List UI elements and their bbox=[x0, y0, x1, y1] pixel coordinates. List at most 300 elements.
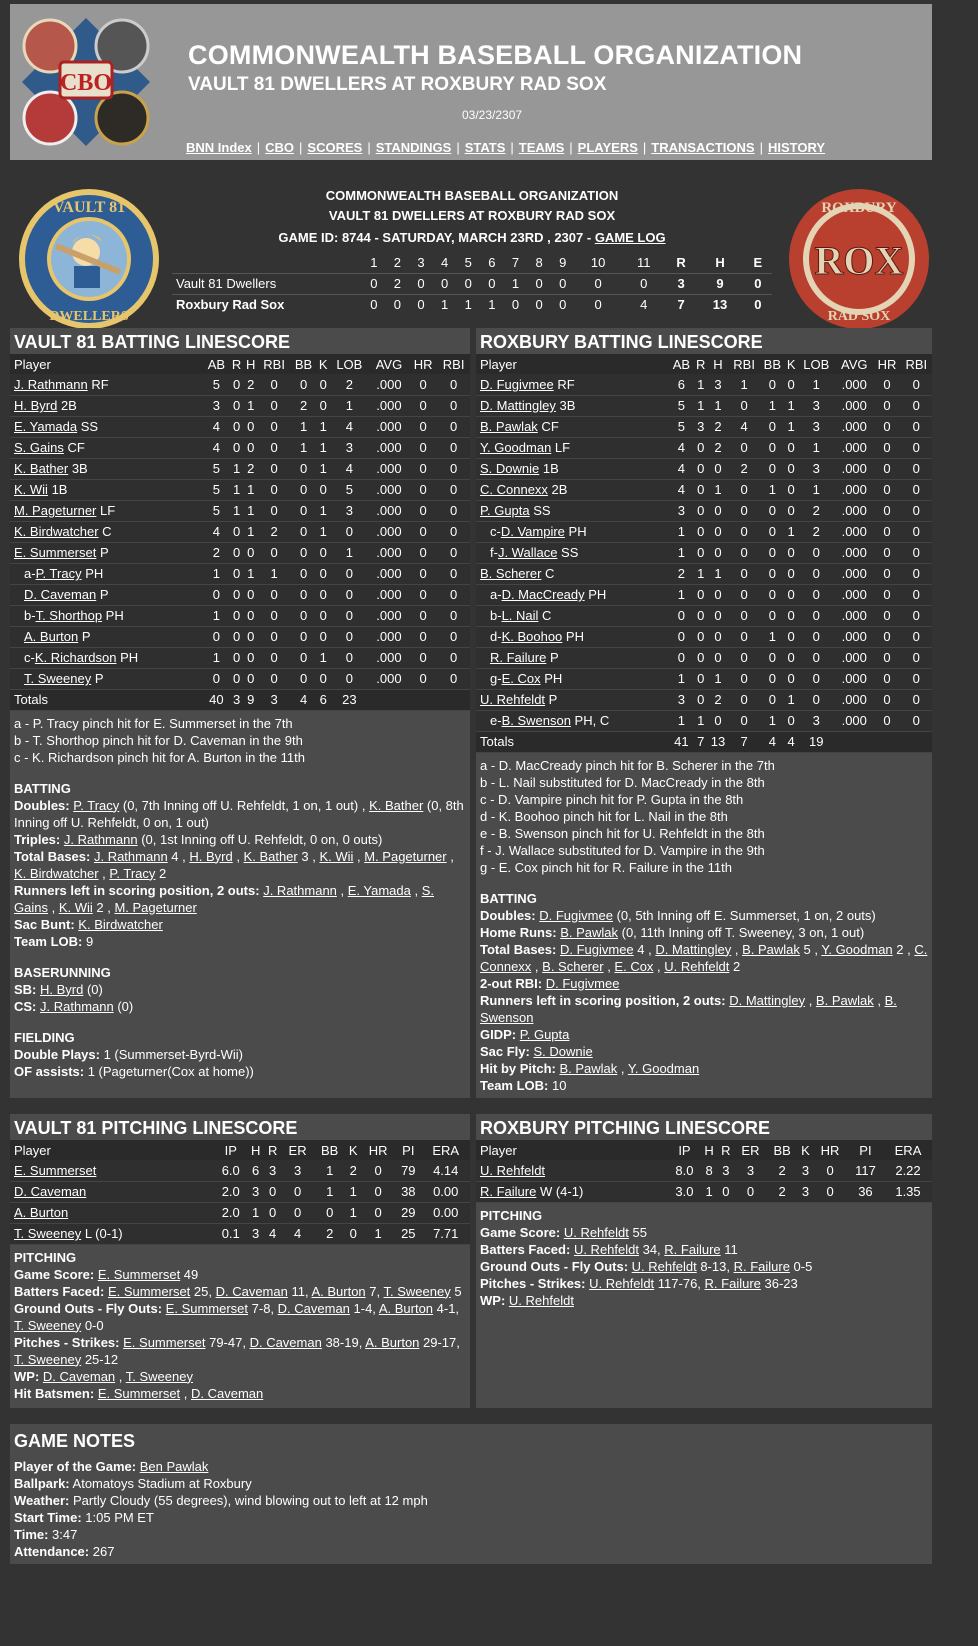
nav-link[interactable]: PLAYERS bbox=[577, 140, 638, 155]
cbo-logo-icon[interactable] bbox=[16, 12, 156, 152]
nav-link[interactable]: HISTORY bbox=[767, 140, 826, 155]
svg-text:CBO: CBO bbox=[59, 70, 113, 96]
player-link[interactable]: T. Sweeney bbox=[14, 1317, 82, 1333]
player-link[interactable]: U. Rehfeldt bbox=[631, 1258, 697, 1274]
player-link[interactable]: Y. Goodman bbox=[480, 440, 552, 455]
stat-cell: 1 bbox=[317, 521, 330, 542]
player-cell: a-D. MacCready PH bbox=[476, 584, 669, 605]
player-link[interactable]: E. Summerset bbox=[14, 545, 97, 560]
inning-header: 5 bbox=[456, 252, 480, 273]
player-link[interactable]: U. Rehfeldt bbox=[508, 1292, 574, 1308]
player-link[interactable]: R. Failure bbox=[664, 1241, 721, 1257]
stat-cell: 0 bbox=[694, 479, 708, 500]
player-link[interactable]: L. Nail bbox=[501, 608, 539, 623]
player-link[interactable]: D. Caveman bbox=[42, 1368, 116, 1384]
stat-cell: 1 bbox=[330, 395, 369, 416]
stat-cell: 1 bbox=[229, 479, 243, 500]
stat-cell: 0 bbox=[873, 605, 900, 626]
stat-cell: 3 bbox=[694, 416, 708, 437]
player-link[interactable]: K. Birdwatcher bbox=[78, 916, 163, 932]
stat-cell: 0 bbox=[317, 479, 330, 500]
stat-cell: .000 bbox=[369, 437, 409, 458]
player-link[interactable]: K. Wii bbox=[14, 482, 48, 497]
player-cell: M. Pageturner LF bbox=[10, 500, 203, 521]
stat-cell: 2.22 bbox=[884, 1160, 932, 1181]
nav-separator: | bbox=[569, 140, 573, 155]
stat-cell: 4 bbox=[728, 416, 759, 437]
stat-cell: 0 bbox=[258, 647, 291, 668]
team-name: Vault 81 Dwellers bbox=[172, 273, 362, 294]
stat-cell: 0 bbox=[669, 605, 694, 626]
stat-cell: 3 bbox=[797, 710, 835, 731]
player-link[interactable]: D. Fugivmee bbox=[539, 907, 613, 923]
totals-cell: 6 bbox=[317, 689, 330, 710]
stat-cell: 1 bbox=[785, 521, 798, 542]
player-link[interactable]: E. Cox bbox=[614, 958, 654, 974]
nav-link[interactable]: BNN Index bbox=[186, 140, 252, 155]
stat-cell: 0 bbox=[728, 605, 759, 626]
player-link[interactable]: E. Yamada bbox=[14, 419, 78, 434]
player-link[interactable]: K. Richardson bbox=[34, 650, 117, 665]
nav-link[interactable]: STATS bbox=[464, 140, 506, 155]
nav-separator: | bbox=[510, 140, 514, 155]
player-link[interactable]: B. Pawlak bbox=[560, 924, 618, 940]
stat-cell: 0 bbox=[785, 668, 798, 689]
stat-cell: 0 bbox=[728, 542, 759, 563]
stat-cell: .000 bbox=[835, 500, 873, 521]
stat-cell: 0 bbox=[901, 647, 932, 668]
stat-cell: .000 bbox=[835, 542, 873, 563]
player-row bbox=[10, 521, 470, 542]
inning-header: R bbox=[666, 252, 697, 273]
column-header: RBI bbox=[728, 354, 759, 374]
player-link[interactable]: B. Swenson bbox=[480, 992, 897, 1025]
player-link[interactable]: P. Tracy bbox=[109, 865, 156, 881]
stat-cell: 0 bbox=[281, 1202, 314, 1223]
player-link[interactable]: A. Burton bbox=[378, 1300, 434, 1316]
player-link[interactable]: D. Caveman bbox=[14, 1184, 87, 1199]
inning-header: 11 bbox=[622, 252, 666, 273]
player-link[interactable]: A. Burton bbox=[311, 1283, 366, 1299]
totals-cell bbox=[873, 731, 900, 752]
stat-cell: 5 bbox=[203, 479, 229, 500]
stat-cell: 5 bbox=[330, 479, 369, 500]
stat-cell: 0 bbox=[409, 437, 437, 458]
player-link[interactable]: P. Gupta bbox=[519, 1026, 570, 1042]
player-link[interactable]: D. Caveman bbox=[24, 587, 97, 602]
stat-cell: 2 bbox=[290, 395, 316, 416]
player-link[interactable]: B. Pawlak bbox=[742, 941, 800, 957]
stat-cell: 0 bbox=[317, 563, 330, 584]
stat-cell: 0 bbox=[901, 521, 932, 542]
inning-score: 9 bbox=[696, 273, 743, 294]
stat-cell: 0 bbox=[797, 647, 835, 668]
inning-score: 13 bbox=[712, 297, 728, 313]
stat-cell: 2 bbox=[203, 542, 229, 563]
nav-link[interactable]: CBO bbox=[265, 140, 295, 155]
stat-cell: .000 bbox=[835, 584, 873, 605]
stat-cell: 1 bbox=[669, 584, 694, 605]
player-link[interactable]: E. Summerset bbox=[97, 1385, 181, 1401]
player-cell: H. Byrd 2B bbox=[10, 395, 203, 416]
stat-cell: 3 bbox=[797, 416, 835, 437]
stat-cell: 0 bbox=[314, 1202, 345, 1223]
stat-cell: 6 bbox=[669, 374, 694, 395]
column-header: H bbox=[707, 354, 728, 374]
stat-cell: 0 bbox=[290, 521, 316, 542]
stat-cell: 0 bbox=[317, 542, 330, 563]
player-link[interactable]: M. Pageturner bbox=[114, 899, 197, 915]
stat-cell: 0 bbox=[873, 521, 900, 542]
pitcher-cell bbox=[10, 1202, 214, 1223]
stat-cell: .000 bbox=[369, 668, 409, 689]
inning-score: 0 bbox=[535, 297, 543, 313]
inning-score: 0 bbox=[622, 273, 666, 294]
stat-cell: 3 bbox=[330, 437, 369, 458]
player-row bbox=[476, 563, 932, 584]
player-link[interactable]: B. Pawlak bbox=[815, 992, 874, 1008]
nav-link[interactable]: TEAMS bbox=[518, 140, 565, 155]
column-header: AB bbox=[203, 354, 229, 374]
stat-cell: 3 bbox=[798, 1181, 814, 1202]
column-header: HR bbox=[361, 1140, 395, 1160]
nav-link[interactable]: SCORES bbox=[307, 140, 363, 155]
player-link[interactable]: J. Rathmann bbox=[40, 998, 114, 1014]
player-link[interactable]: S. Downie bbox=[533, 1043, 593, 1059]
player-link[interactable]: K. Wii bbox=[319, 848, 354, 864]
stat-cell: 0 bbox=[258, 605, 291, 626]
inning-score: 0 bbox=[574, 273, 621, 294]
player-link[interactable]: A. Burton bbox=[14, 1205, 69, 1220]
player-cell: d-K. Boohoo PH bbox=[476, 626, 669, 647]
stat-cell: 0 bbox=[728, 563, 759, 584]
player-row bbox=[10, 542, 470, 563]
player-link[interactable]: D. Caveman bbox=[215, 1283, 288, 1299]
substitution-note: c - D. Vampire pinch hit for P. Gupta in the 8th bbox=[480, 791, 744, 807]
stat-cell: 4 bbox=[330, 416, 369, 437]
game-log-link[interactable]: GAME LOG bbox=[594, 230, 666, 245]
stat-cell: 0 bbox=[290, 374, 316, 395]
pitcher-row bbox=[10, 1223, 470, 1244]
player-row bbox=[10, 626, 470, 647]
inning-header: 8 bbox=[527, 252, 551, 273]
stat-cell: 1.35 bbox=[884, 1181, 932, 1202]
stat-cell: 0 bbox=[873, 395, 900, 416]
player-link[interactable]: K. Birdwatcher bbox=[14, 865, 99, 881]
player-link[interactable]: D. MacCready bbox=[501, 587, 585, 602]
stat-cell: 8.0 bbox=[668, 1160, 700, 1181]
player-link[interactable]: Y. Goodman bbox=[821, 941, 893, 957]
inning-score: 0 bbox=[551, 273, 575, 294]
nav-separator: | bbox=[299, 140, 303, 155]
player-link[interactable]: S. Gains bbox=[14, 882, 435, 915]
player-link[interactable]: B. Pawlak bbox=[559, 1060, 618, 1076]
stat-cell: 6.0 bbox=[214, 1160, 247, 1181]
inning-score: 3 bbox=[666, 273, 697, 294]
player-link[interactable]: M. Pageturner bbox=[14, 503, 97, 518]
away-pitching-notes: PITCHING Game Score: E. Summerset 49 Batters Faced: E. Summerset 25, D. Caveman 11, A. Burton 7, T. Sweeney 5 Ground Outs - Fly Outs: E. Summerset 7-8, D. Caveman 1-4, A. Burton 4-1, T. Sweeney 0-0 Pitches - Strikes: E. Summerset 79-47, D. Caveman 38-19, A. Burton 29-17, T. Sweeney 25-12 WP: D. Caveman , T. Sweeney Hit Batsmen: E. Summerset , D. Caveman bbox=[14, 1249, 462, 1401]
stat-cell: 1 bbox=[317, 458, 330, 479]
player-link[interactable]: U. Rehfeldt bbox=[664, 958, 730, 974]
stat-cell: 0 bbox=[258, 584, 291, 605]
player-link[interactable]: H. Byrd bbox=[14, 398, 58, 413]
player-cell: Y. Goodman LF bbox=[476, 437, 669, 458]
stat-cell: 2 bbox=[244, 374, 258, 395]
player-link[interactable]: R. Failure bbox=[480, 1184, 537, 1199]
linescore-org: COMMONWEALTH BASEBALL ORGANIZATION bbox=[325, 188, 619, 203]
player-row bbox=[10, 437, 470, 458]
stat-cell: 0 bbox=[760, 521, 785, 542]
stat-cell: 0 bbox=[694, 668, 708, 689]
player-link[interactable]: H. Byrd bbox=[40, 981, 84, 997]
player-link[interactable]: R. Failure bbox=[704, 1275, 761, 1291]
player-row bbox=[10, 416, 470, 437]
stat-cell: 1 bbox=[229, 500, 243, 521]
player-link[interactable]: D. Fugivmee bbox=[559, 941, 634, 957]
player-link[interactable]: D. Caveman bbox=[249, 1334, 322, 1350]
nav-link[interactable]: TRANSACTIONS bbox=[651, 140, 755, 155]
totals-cell bbox=[437, 689, 470, 710]
player-link[interactable]: H. Byrd bbox=[189, 848, 233, 864]
player-row bbox=[476, 542, 932, 563]
player-row bbox=[10, 563, 470, 584]
player-link[interactable]: P. Tracy bbox=[35, 566, 82, 581]
stat-cell: 0 bbox=[785, 479, 798, 500]
player-link[interactable]: K. Birdwatcher bbox=[14, 524, 99, 539]
player-link[interactable]: Y. Goodman bbox=[627, 1060, 700, 1076]
stat-cell: 0 bbox=[728, 584, 759, 605]
stat-cell: 0 bbox=[409, 542, 437, 563]
player-link[interactable]: A. Burton bbox=[24, 629, 79, 644]
inning-header: 6 bbox=[480, 252, 504, 273]
player-link[interactable]: J. Rathmann bbox=[263, 882, 337, 898]
player-link[interactable]: S. Gains bbox=[14, 440, 64, 455]
totals-cell bbox=[901, 731, 932, 752]
stat-cell: 1 bbox=[797, 479, 835, 500]
stat-cell: 0 bbox=[264, 1202, 281, 1223]
stat-cell: 0 bbox=[728, 710, 759, 731]
stat-cell: 1 bbox=[669, 668, 694, 689]
stat-cell: 1 bbox=[694, 395, 708, 416]
stat-cell: 0 bbox=[409, 605, 437, 626]
stat-cell: 0 bbox=[317, 584, 330, 605]
svg-text:ROXBURY: ROXBURY bbox=[821, 200, 897, 216]
player-link[interactable]: P. Tracy bbox=[73, 797, 120, 813]
player-link[interactable]: B. Scherer bbox=[480, 566, 542, 581]
weather: Weather: Partly Cloudy (55 degrees), wind blowing out to left at 12 mph bbox=[14, 1493, 428, 1508]
player-link[interactable]: E. Summerset bbox=[107, 1283, 191, 1299]
stat-cell: 0 bbox=[244, 605, 258, 626]
totals-row bbox=[10, 689, 470, 710]
nav-separator: | bbox=[759, 140, 763, 155]
ballpark: Ballpark: Atomatoys Stadium at Roxbury bbox=[14, 1476, 252, 1491]
player-link[interactable]: B. Scherer bbox=[542, 958, 604, 974]
stat-cell: 0.00 bbox=[421, 1202, 470, 1223]
player-link[interactable]: U. Rehfeldt bbox=[563, 1224, 629, 1240]
player-link[interactable]: Ben Pawlak bbox=[139, 1459, 209, 1474]
stat-cell: 3 bbox=[247, 1181, 264, 1202]
player-link[interactable]: E. Summerset bbox=[165, 1300, 249, 1316]
player-link[interactable]: S. Downie bbox=[480, 461, 540, 476]
column-header: RBI bbox=[437, 354, 470, 374]
stat-cell: .000 bbox=[835, 416, 873, 437]
stat-cell: 3 bbox=[203, 395, 229, 416]
player-row bbox=[476, 647, 932, 668]
stat-cell: 0 bbox=[437, 584, 470, 605]
stat-cell: 0 bbox=[244, 416, 258, 437]
player-link[interactable]: E. Summerset bbox=[14, 1162, 97, 1178]
stat-cell: .000 bbox=[369, 500, 409, 521]
stat-cell: 2 bbox=[258, 521, 291, 542]
player-link[interactable]: D. Caveman bbox=[191, 1385, 264, 1401]
player-link[interactable]: T. Shorthop bbox=[35, 608, 103, 623]
player-link[interactable]: E. Yamada bbox=[347, 882, 411, 898]
stat-cell: 0 bbox=[437, 437, 470, 458]
stat-cell: 5 bbox=[669, 416, 694, 437]
player-link[interactable]: U. Rehfeldt bbox=[480, 692, 546, 707]
player-link[interactable]: P. Gupta bbox=[480, 503, 530, 518]
column-header: ERA bbox=[421, 1140, 470, 1160]
player-link[interactable]: D. Fugivmee bbox=[480, 376, 554, 392]
start-time: Start Time: 1:05 PM ET bbox=[14, 1510, 154, 1525]
player-link[interactable]: M. Pageturner bbox=[364, 848, 447, 864]
column-header: PI bbox=[847, 1140, 884, 1160]
player-link[interactable]: J. Rathmann bbox=[93, 848, 168, 864]
totals-cell: 7 bbox=[728, 731, 759, 752]
player-link[interactable]: B. Swenson bbox=[501, 713, 571, 728]
player-row bbox=[10, 584, 470, 605]
stat-cell: 0 bbox=[797, 584, 835, 605]
stat-cell: 0 bbox=[760, 437, 785, 458]
player-link[interactable]: D. Vampire bbox=[500, 524, 565, 539]
player-link[interactable]: T. Sweeney bbox=[14, 1226, 82, 1241]
column-header: R bbox=[229, 354, 243, 374]
stat-cell: 6 bbox=[247, 1160, 264, 1181]
totals-cell: 4 bbox=[290, 689, 316, 710]
player-link[interactable]: D. Caveman bbox=[277, 1300, 350, 1316]
pitcher-cell: R. Failure W (4-1) bbox=[476, 1181, 668, 1202]
stat-cell: 0 bbox=[873, 479, 900, 500]
stat-cell: 3 bbox=[247, 1223, 264, 1244]
player-link[interactable]: E. Summerset bbox=[97, 1266, 181, 1282]
stat-cell: 1 bbox=[785, 395, 798, 416]
stat-cell: .000 bbox=[369, 374, 409, 395]
stat-cell: 0 bbox=[785, 626, 798, 647]
player-cell: E. Yamada SS bbox=[10, 416, 203, 437]
player-link[interactable]: J. Rathmann bbox=[63, 831, 138, 847]
stat-cell: 0 bbox=[229, 542, 243, 563]
stat-cell: 0 bbox=[797, 626, 835, 647]
nav-link[interactable]: STANDINGS bbox=[375, 140, 452, 155]
player-link[interactable]: D. Mattingley bbox=[655, 941, 732, 957]
inning-score: 0 bbox=[527, 273, 551, 294]
stat-cell: 0 bbox=[707, 605, 728, 626]
player-link[interactable]: D. Mattingley bbox=[729, 992, 806, 1008]
stat-cell: 0 bbox=[258, 458, 291, 479]
stat-cell: 1 bbox=[203, 605, 229, 626]
stat-cell: 0 bbox=[229, 584, 243, 605]
player-link[interactable]: J. Wallace bbox=[497, 545, 558, 560]
column-header: IP bbox=[214, 1140, 247, 1160]
player-link[interactable]: K. Bather bbox=[369, 797, 424, 813]
player-link[interactable]: T. Sweeney bbox=[383, 1283, 451, 1299]
stat-cell: 1 bbox=[244, 521, 258, 542]
vault81-logo-icon bbox=[16, 186, 162, 332]
stat-cell: .000 bbox=[369, 458, 409, 479]
stat-cell: .000 bbox=[835, 395, 873, 416]
player-link[interactable]: T. Sweeney bbox=[125, 1368, 193, 1384]
player-row bbox=[476, 458, 932, 479]
player-link[interactable]: A. Burton bbox=[365, 1334, 420, 1350]
player-cell: K. Birdwatcher C bbox=[10, 521, 203, 542]
stat-cell: 0 bbox=[437, 416, 470, 437]
substitution-note: c - K. Richardson pinch hit for A. Burton in the 11th bbox=[14, 749, 305, 765]
player-link[interactable]: E. Summerset bbox=[123, 1334, 206, 1350]
column-header: RBI bbox=[258, 354, 291, 374]
player-link[interactable]: C. Connexx bbox=[480, 482, 548, 497]
stat-cell: 1 bbox=[317, 437, 330, 458]
stat-cell: 0 bbox=[901, 626, 932, 647]
player-link[interactable]: K. Boohoo bbox=[501, 629, 563, 644]
player-link[interactable]: R. Failure bbox=[733, 1258, 790, 1274]
substitution-note: b - T. Shorthop pinch hit for D. Caveman in the 9th bbox=[14, 732, 303, 748]
stat-cell: 0 bbox=[707, 521, 728, 542]
player-link[interactable]: C. Connexx bbox=[480, 941, 928, 974]
player-link[interactable]: D. Mattingley bbox=[480, 398, 556, 413]
player-link[interactable]: T. Sweeney bbox=[24, 671, 92, 686]
player-link[interactable]: K. Bather bbox=[14, 461, 69, 476]
player-link[interactable]: K. Wii bbox=[58, 899, 93, 915]
stat-cell: 0 bbox=[330, 521, 369, 542]
player-link[interactable]: U. Rehfeldt bbox=[480, 1162, 546, 1178]
column-header: H bbox=[701, 1140, 718, 1160]
player-link[interactable]: E. Cox bbox=[501, 671, 541, 686]
totals-cell: 41 bbox=[669, 731, 694, 752]
stat-cell: 0 bbox=[728, 500, 759, 521]
stat-cell: 117 bbox=[847, 1160, 884, 1181]
player-link[interactable]: R. Failure bbox=[490, 650, 547, 665]
stat-cell: 0 bbox=[437, 668, 470, 689]
stat-cell: 0 bbox=[290, 500, 316, 521]
stat-cell: .000 bbox=[369, 416, 409, 437]
totals-cell: 9 bbox=[244, 689, 258, 710]
stat-cell: 0 bbox=[258, 626, 291, 647]
player-row bbox=[476, 479, 932, 500]
stat-cell: 0 bbox=[317, 668, 330, 689]
player-link[interactable]: D. Fugivmee bbox=[545, 975, 620, 991]
inning-score: 1 bbox=[488, 297, 496, 313]
stat-cell: 0 bbox=[901, 374, 932, 395]
player-link[interactable]: B. Pawlak bbox=[480, 419, 538, 434]
stat-cell: 0 bbox=[409, 458, 437, 479]
stat-cell: 0 bbox=[797, 668, 835, 689]
stat-cell: .000 bbox=[369, 521, 409, 542]
away-pitching-table bbox=[10, 1140, 470, 1245]
stat-cell: 1 bbox=[290, 416, 316, 437]
stat-cell: 0 bbox=[901, 584, 932, 605]
player-link[interactable]: U. Rehfeldt bbox=[573, 1241, 639, 1257]
player-link[interactable]: T. Sweeney bbox=[14, 1351, 82, 1367]
player-link[interactable]: U. Rehfeldt bbox=[589, 1275, 655, 1291]
stat-cell: 1 bbox=[669, 542, 694, 563]
stat-cell: 0 bbox=[409, 584, 437, 605]
linescore-matchup: VAULT 81 DWELLERS AT ROXBURY RAD SOX bbox=[328, 208, 616, 223]
player-link[interactable]: K. Bather bbox=[243, 848, 298, 864]
home-pitching-notes: PITCHING Game Score: U. Rehfeldt 55 Batters Faced: U. Rehfeldt 34, R. Failure 11 Ground Outs - Fly Outs: U. Rehfeldt 8-13, R. Failure 0-5 Pitches - Strikes: U. Rehfeldt 117-76, R. Failure 36-23 WP: U. Rehfeldt bbox=[480, 1207, 813, 1308]
linescore-game-id: GAME ID: 8744 - SATURDAY, MARCH 23RD , 2307 - GAME LOG bbox=[278, 230, 666, 245]
player-link[interactable]: J. Rathmann bbox=[14, 376, 88, 392]
stat-cell: 1 bbox=[760, 626, 785, 647]
